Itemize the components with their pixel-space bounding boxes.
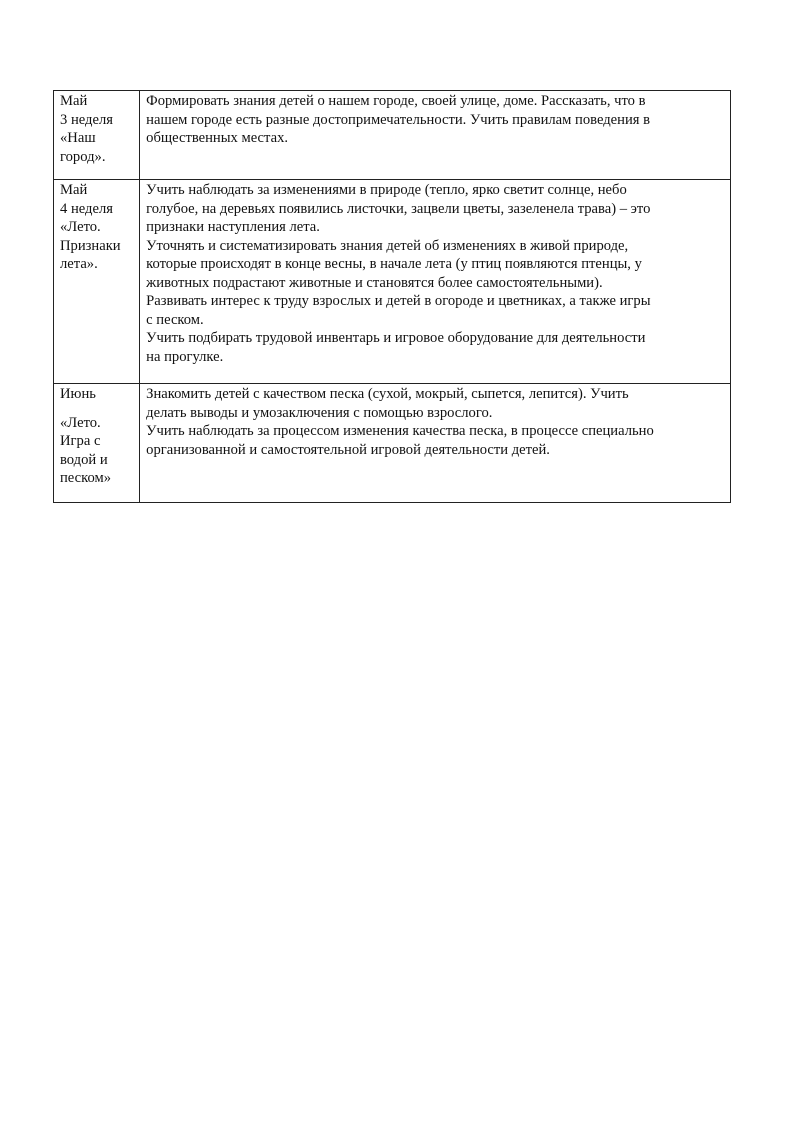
period-topic-line: «Лето. [60,414,101,431]
content-line: организованной и самостоятельной игровой деятельности детей. [146,441,550,458]
content-line: признаки наступления лета. [146,219,320,235]
content-line: которые происходят в конце весны, в начале лета (у птиц появляются птенцы, у [146,256,642,272]
content-line: голубое, на деревьях появились листочки, зацвели цветы, зазеленела трава) – это [146,200,651,217]
content-cell [140,384,731,503]
period-topic-line: город». [60,148,106,165]
content-line: с песком. [146,311,204,328]
content-line: общественных местах. [146,130,289,146]
period-cell [54,384,140,503]
thematic-plan-table [53,90,731,503]
period-month: Июнь [60,386,96,402]
content-line: делать выводы и умозаключения с помощью взрослого. [146,404,493,421]
period-week: 4 неделя [60,200,113,217]
period-topic-line: песком» [60,470,112,486]
period-topic-line: «Лето. [60,219,101,235]
content-cell [140,91,731,180]
period-cell [54,180,140,384]
table-row [54,91,731,180]
content-line: Формировать знания детей о нашем городе, своей улице, доме. Рассказать, что в [146,93,646,109]
content-line: Учить подбирать трудовой инвентарь и игровое оборудование для деятельности [146,330,646,346]
content-cell [140,180,731,384]
content-line: Учить наблюдать за изменениями в природе (тепло, ярко светит солнце, небо [146,182,627,198]
period-cell [54,91,140,180]
period-topic-line: лета». [60,256,98,272]
table-row [54,180,731,384]
period-topic-line: водой и [60,451,108,468]
period-topic-line: Игра с [60,433,101,449]
content-line: Развивать интерес к труду взрослых и детей в огороде и цветниках, а также игры [146,293,651,309]
period-topic-line: «Наш [60,130,96,146]
table-row [54,384,731,503]
period-month: Май [60,93,88,109]
content-line: Уточнять и систематизировать знания детей об изменениях в живой природе, [146,237,629,254]
content-line: Учить наблюдать за процессом изменения качества песка, в процессе специально [146,423,654,439]
content-line: животных подрастают животные и становятся более самостоятельными). [146,274,603,291]
period-month: Май [60,182,88,198]
period-topic-line: Признаки [60,237,121,254]
content-line: Знакомить детей с качеством песка (сухой, мокрый, сыпется, лепится). Учить [146,386,629,402]
content-line: нашем городе есть разные достопримечательности. Учить правилам поведения в [146,111,651,128]
period-spacer [60,404,133,414]
content-line: на прогулке. [146,348,224,365]
period-week: 3 неделя [60,111,113,128]
